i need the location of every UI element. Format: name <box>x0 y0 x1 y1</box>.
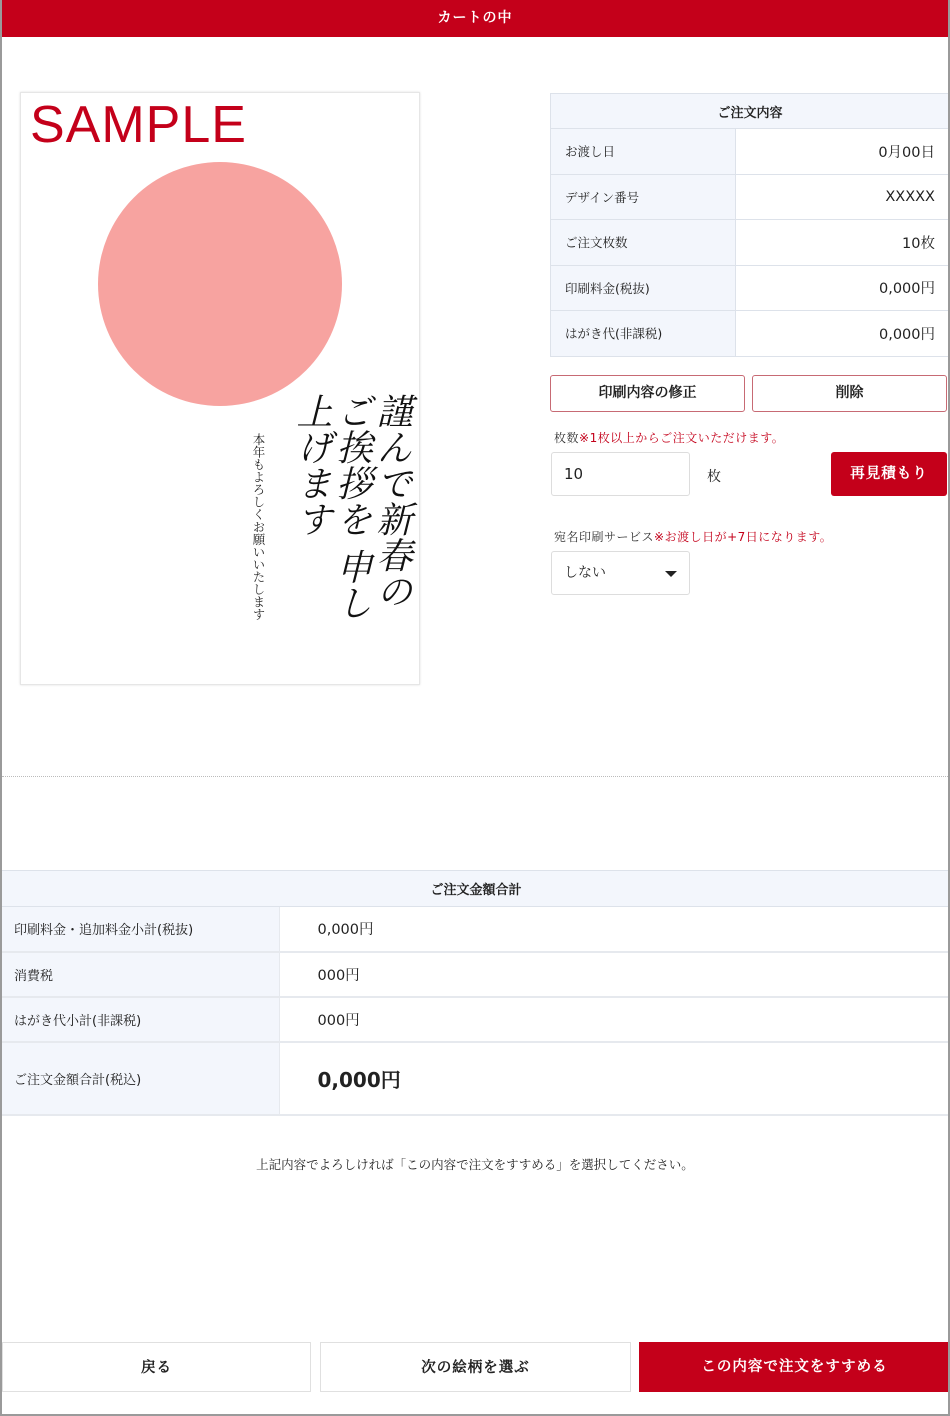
row-label: はがき代小計(非課税) <box>2 997 279 1042</box>
row-label: ご注文枚数 <box>551 220 736 266</box>
edit-print-button[interactable]: 印刷内容の修正 <box>550 375 745 412</box>
address-service-select[interactable] <box>551 551 690 595</box>
row-value: 000円 <box>279 997 950 1042</box>
delete-button[interactable]: 削除 <box>752 375 947 412</box>
rising-sun-image <box>98 162 342 406</box>
row-value: 0,000円 <box>736 265 950 311</box>
order-total-table <box>2 870 950 1116</box>
row-label: 印刷料金(税抜) <box>551 265 736 311</box>
divider <box>2 776 950 777</box>
quantity-label-text: 枚数 <box>554 431 580 445</box>
selected-value: しない <box>564 565 606 581</box>
row-value: 0,000円 <box>736 311 950 357</box>
table-row <box>2 952 950 997</box>
quantity-input[interactable]: 10 <box>551 452 690 496</box>
table-row-total <box>2 1042 950 1115</box>
caret-down-icon <box>665 571 677 577</box>
page-header: カートの中 <box>0 0 950 37</box>
next-design-button[interactable]: 次の絵柄を選ぶ <box>320 1342 631 1392</box>
row-value: 10枚 <box>736 220 950 266</box>
table-row <box>551 174 950 220</box>
grand-total-value: 0,000円 <box>279 1042 950 1115</box>
row-label: ご注文金額合計(税込) <box>2 1042 279 1115</box>
table-row <box>2 907 950 952</box>
row-label: はがき代(非課税) <box>551 311 736 357</box>
table-row <box>2 997 950 1042</box>
table-row <box>551 311 950 357</box>
row-value: 000円 <box>279 952 950 997</box>
quantity-label <box>554 429 784 446</box>
row-value: 0月00日 <box>736 129 950 175</box>
address-service-label <box>554 528 832 545</box>
quantity-note: ※1枚以上からご注文いただけます。 <box>579 431 785 445</box>
proceed-order-button[interactable]: この内容で注文をすすめる <box>639 1342 950 1392</box>
table-row <box>551 129 950 175</box>
row-label: 印刷料金・追加料金小計(税抜) <box>2 907 279 952</box>
sub-greeting-text: 本年もよろしくお願いいたします <box>251 433 266 621</box>
order-details-table <box>550 93 950 357</box>
sample-watermark: SAMPLE <box>30 96 247 154</box>
order-details-title: ご注文内容 <box>551 94 950 129</box>
row-value: XXXXX <box>736 174 950 220</box>
address-service-label-text: 宛名印刷サービス <box>554 530 655 544</box>
row-label: 消費税 <box>2 952 279 997</box>
requote-button[interactable]: 再見積もり <box>831 452 947 496</box>
address-service-note: ※お渡し日が+7日になります。 <box>654 530 833 544</box>
table-row <box>551 220 950 266</box>
row-label: お渡し日 <box>551 129 736 175</box>
order-total-title: ご注文金額合計 <box>2 871 950 907</box>
table-row <box>551 265 950 311</box>
quantity-unit: 枚 <box>707 469 721 485</box>
row-label: デザイン番号 <box>551 174 736 220</box>
greeting-text: 謹んで新春の ご挨拶を 申し上げます <box>291 393 412 621</box>
instruction-text: 上記内容でよろしければ「この内容で注文をすすめる」を選択してください。 <box>256 1157 694 1172</box>
row-value: 0,000円 <box>279 907 950 952</box>
postcard-preview <box>20 92 420 685</box>
back-button[interactable]: 戻る <box>2 1342 311 1392</box>
